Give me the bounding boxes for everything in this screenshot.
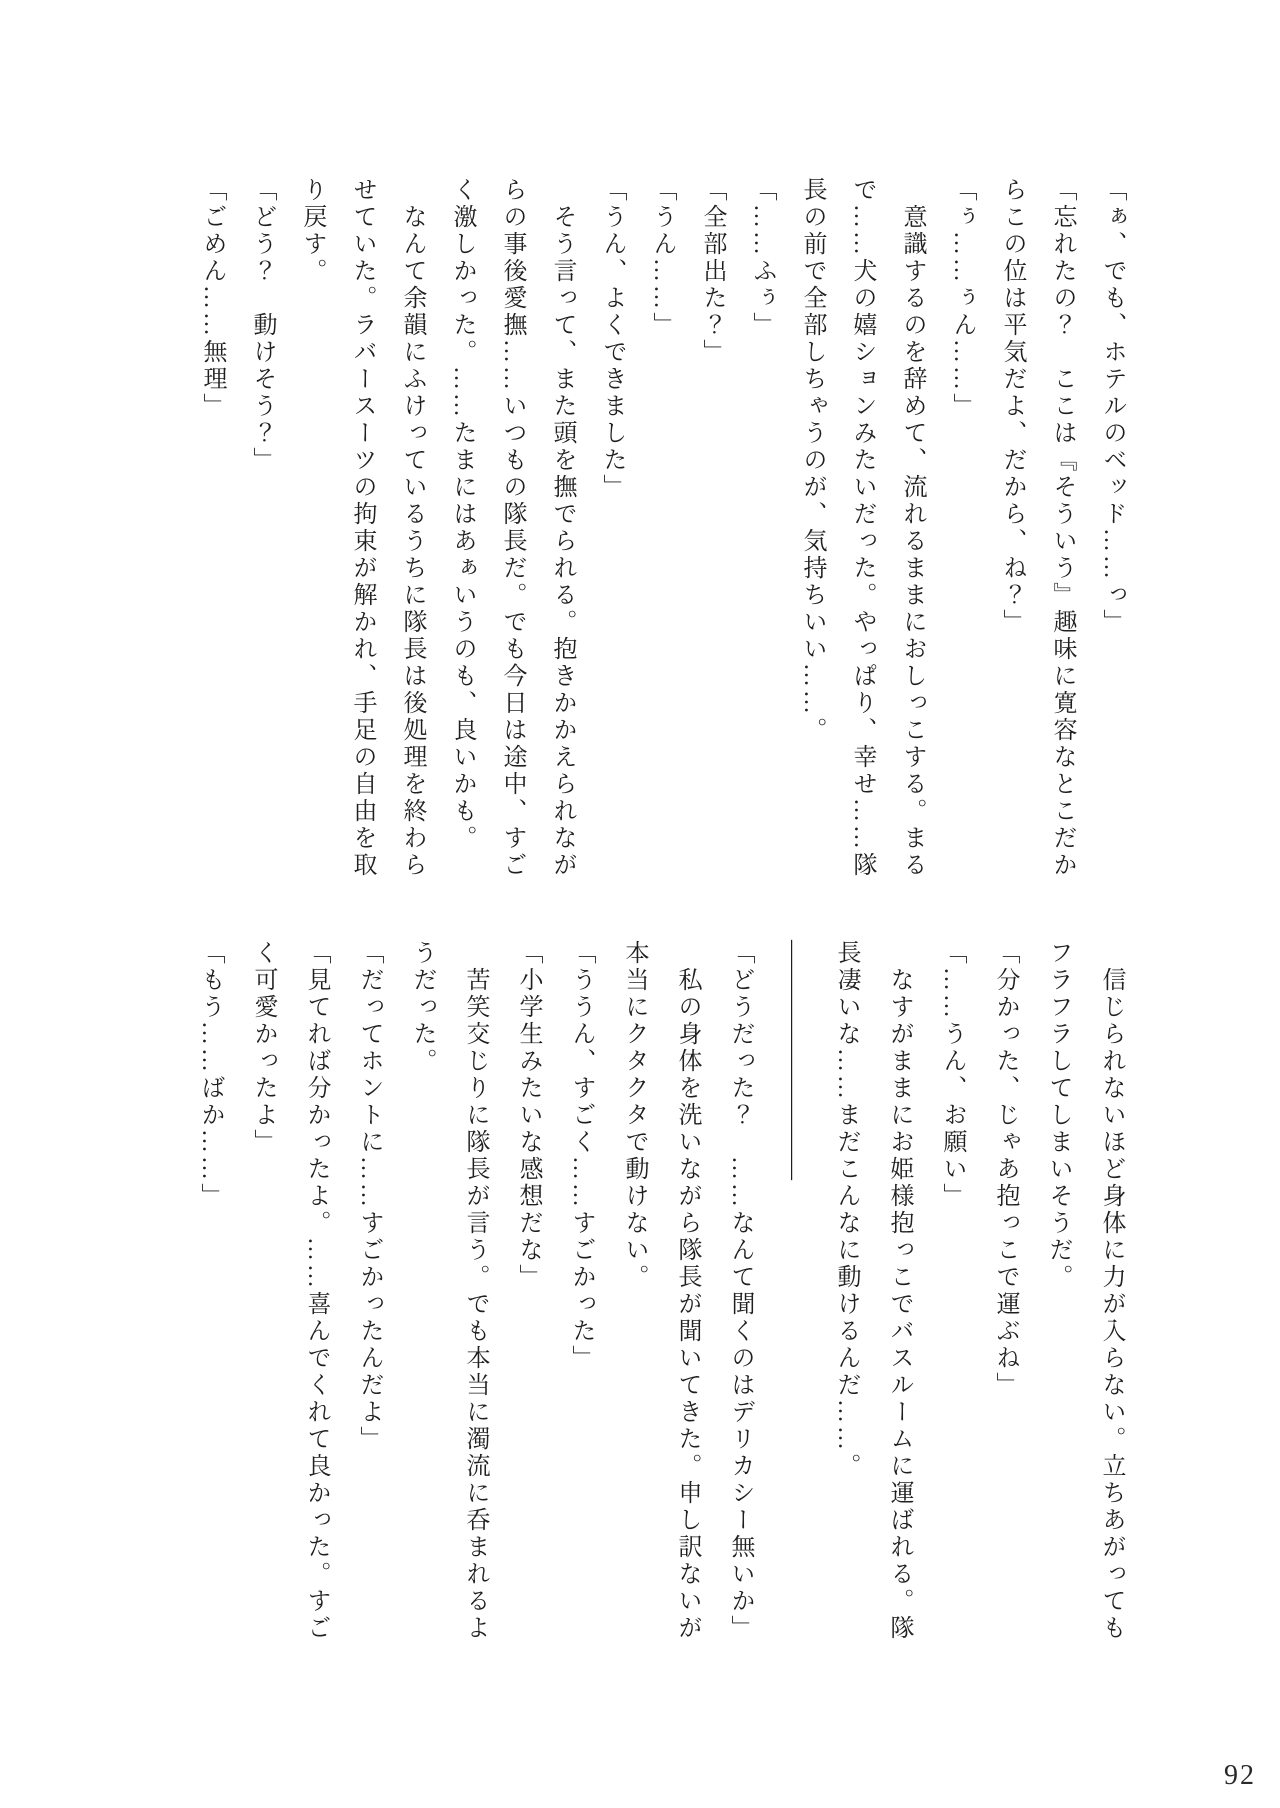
text-column: 「どうだった？ ……なんて聞くのはデリカシー無いか」	[727, 940, 753, 1642]
page-number: 92	[1224, 1760, 1256, 1791]
text-column: 「見てれば分かったよ。……喜んでくれて良かった。すご	[303, 940, 329, 1642]
text-column: く可愛かったよ」	[250, 940, 276, 1156]
text-block-bottom	[183, 940, 1137, 1650]
text-column: なんて余韻にふけっているうちに隊長は後処理を終わら	[399, 177, 425, 879]
text-column: らこの位は平気だよ、だから、ね？」	[999, 177, 1025, 636]
text-column: うだった。	[409, 940, 435, 1075]
text-column: く激しかった。……たまにはあぁいうのも、良いかも。	[449, 177, 475, 852]
text-column: 苦笑交じりに隊長が言う。でも本当に濁流に呑まれるよ	[462, 940, 488, 1642]
text-column: フラフラしてしまいそうだ。	[1045, 940, 1071, 1291]
text-column: 信じられないほど身体に力が入らない。立ちあがっても	[1098, 940, 1124, 1642]
text-column: 「ごめん……無理」	[199, 177, 225, 420]
text-column: らの事後愛撫……いつもの隊長だ。でも今日は途中、すご	[499, 177, 525, 879]
text-column: せていた。ラバースーツの拘束が解かれ、手足の自由を取	[349, 177, 375, 879]
text-column: 「忘れたの？ ここは『そういう』趣味に寛容なとこだか	[1049, 177, 1075, 879]
text-column: 「……うん、お願い」	[939, 940, 965, 1210]
text-column: 「うん……」	[649, 177, 675, 339]
text-column: 「小学生みたいな感想だな」	[515, 940, 541, 1291]
text-column: そう言って、また頭を撫でられる。抱きかかえられなが	[549, 177, 575, 879]
text-column: 意識するのを辞めて、流れるままにおしっこする。まる	[899, 177, 925, 879]
text-block-top	[187, 177, 1137, 887]
text-column: 「……ふぅ」	[749, 177, 775, 339]
text-column: 「どう？ 動けそう？」	[249, 177, 275, 474]
text-column: 「分かった、じゃあ抱っこで運ぶね」	[992, 940, 1018, 1399]
text-column: 「全部出た？」	[699, 177, 725, 366]
text-column: 「ぅ……ぅん……」	[949, 177, 975, 420]
text-column: 「ううん、すごく……すごかった」	[568, 940, 594, 1372]
text-column: 「もう……ばか……」	[197, 940, 223, 1210]
text-column: 本当にクタクタで動けない。	[621, 940, 647, 1291]
text-column: 「ぁ、でも、ホテルのベッド……っ」	[1099, 177, 1125, 636]
text-column: 「うん、よくできました」	[599, 177, 625, 501]
text-column: り戻す。	[299, 177, 325, 285]
text-column: 長凄いな……まだこんなに動けるんだ……。	[833, 940, 859, 1480]
text-column: 「だってホントに……すごかったんだよ」	[356, 940, 382, 1453]
scene-break-line: ――――――――――	[780, 940, 806, 1180]
text-column: 長の前で全部しちゃうのが、気持ちいい……。	[799, 177, 825, 744]
text-column: なすがままにお姫様抱っこでバスルームに運ばれる。隊	[886, 940, 912, 1642]
text-column: 私の身体を洗いながら隊長が聞いてきた。申し訳ないが	[674, 940, 700, 1642]
text-column: で……犬の嬉ションみたいだった。やっぱり、幸せ……隊	[849, 177, 875, 879]
